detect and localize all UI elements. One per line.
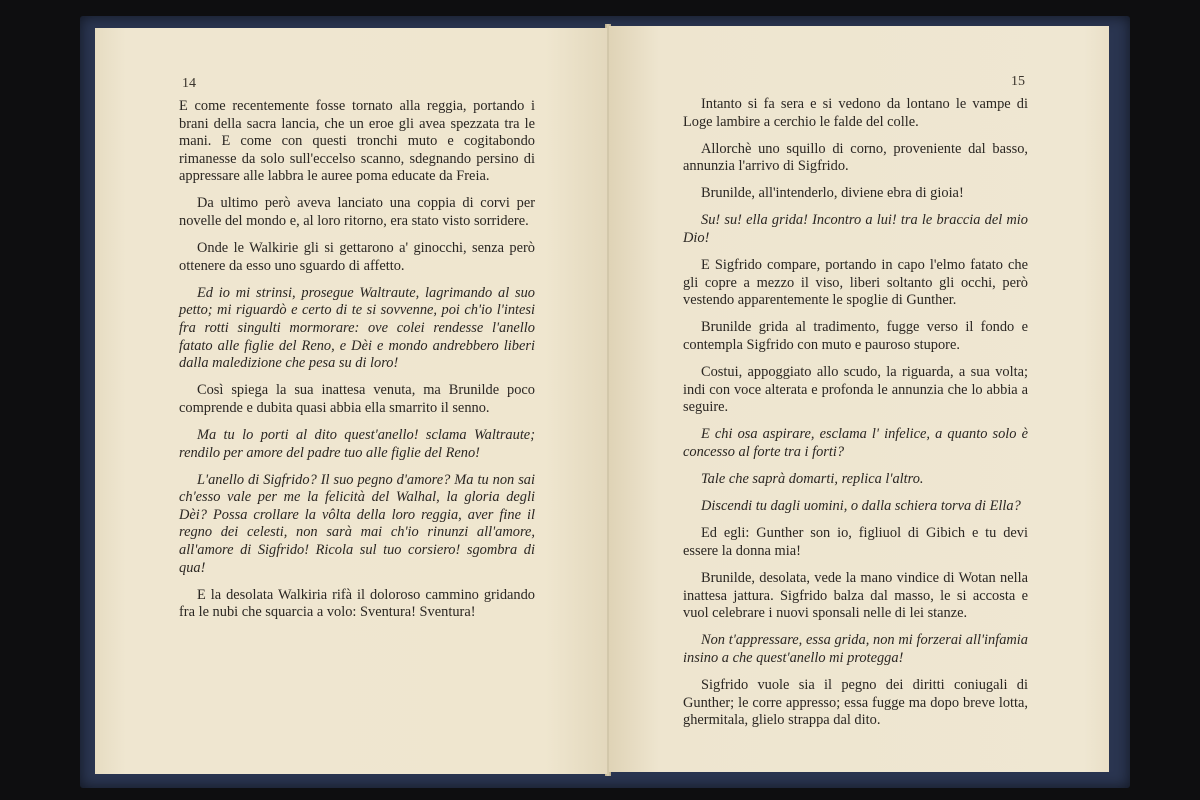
- paragraph: Ed egli: Gunther son io, figliuol di Gibich e tu devi essere la donna mia!: [683, 525, 1028, 559]
- paragraph: Allorchè uno squillo di corno, proveniente dal basso, annunzia l'arrivo di Sigfrido.: [683, 140, 1028, 175]
- paragraph: E Sigfrido compare, portando in capo l'elmo fatato che gli copre a mezzo il viso, liberi soltanto gli occhi, però vestendo apparentemente le spoglie di Gunther.: [683, 257, 1028, 309]
- paragraph: Costui, appoggiato allo scudo, la riguarda, a sua volta; indi con voce alterata e profonda le annunzia che lo abbia a seguire.: [683, 364, 1028, 416]
- page-number: 15: [1011, 74, 1025, 89]
- paragraph: E la desolata Walkiria rifà il doloroso cammino gridando fra le nubi che squarcia a volo: Sventura! Sventura!: [179, 586, 535, 621]
- paragraph: Su! su! ella grida! Incontro a lui! tra le braccia del mio Dio!: [683, 212, 1028, 247]
- paragraph: Brunilde, all'intenderlo, diviene ebra di gioia!: [701, 185, 964, 202]
- paragraph: L'anello di Sigfrido? Il suo pegno d'amore? Ma tu non sai ch'esso vale per me la felicità del Walhal, la gloria degli Dèi? Possa crollare la vôlta della loro reggia, aver fine il regno dei celesti, non sarà mai ch'io rinunzi all'amore, all'amore di Sigfrido! Ricola sul tuo corsiero! sgombra di qua!: [179, 471, 535, 576]
- page-number: 14: [182, 76, 196, 91]
- right-page: [609, 26, 1109, 772]
- paragraph: Discendi tu dagli uomini, o dalla schiera torva di Ella?: [701, 498, 1021, 515]
- left-page: [95, 28, 607, 774]
- paragraph: E chi osa aspirare, esclama l' infelice, a quanto solo è concesso al forte tra i forti?: [683, 426, 1028, 460]
- paragraph: Ma tu lo porti al dito quest'anello! sclama Waltraute; rendilo per amore del padre tuo alle figlie del Reno!: [179, 427, 535, 461]
- paragraph: Onde le Walkirie gli si gettarono a' ginocchi, senza però ottenere da esso uno sguardo di affetto.: [179, 240, 535, 274]
- paragraph: Brunilde grida al tradimento, fugge verso il fondo e contempla Sigfrido con muto e pauroso stupore.: [683, 319, 1028, 354]
- paragraph: Non t'appressare, essa grida, non mi forzerai all'infamia insino a che quest'anello mi protegga!: [683, 632, 1028, 666]
- paragraph: Da ultimo però aveva lanciato una coppia di corvi per novelle del mondo e, al loro ritorno, era stato visto sorridere.: [179, 195, 535, 230]
- paragraph: Intanto si fa sera e si vedono da lontano le vampe di Loge lambire a cerchio le falde del colle.: [683, 96, 1028, 130]
- text-column: [683, 96, 1028, 739]
- paragraph: Brunilde, desolata, vede la mano vindice di Wotan nella inattesa jattura. Sigfrido balza dal masso, le si accosta e vuol celebrare i nuovi sponsali nelle di lei stanze.: [683, 569, 1028, 622]
- paragraph: E come recentemente fosse tornato alla reggia, portando i brani della sacra lancia, che un eroe gli avea spezzata tra le mani. E come con questi tronchi muto e cogitabondo rimanesse da solo sull'eccelso scanno, sdegnando persino di appressare alle labbra le auree poma educate da Freia.: [179, 98, 535, 185]
- paragraph: Tale che saprà domarti, replica l'altro.: [701, 471, 924, 488]
- text-column: [179, 98, 535, 631]
- paragraph: Sigfrido vuole sia il pegno dei diritti coniugali di Gunther; le corre appresso; essa fugge ma dopo breve lotta, ghermitala, glielo strappa dal dito.: [683, 676, 1028, 729]
- paragraph: Così spiega la sua inattesa venuta, ma Brunilde poco comprende e dubita quasi abbia ella smarrito il senno.: [179, 382, 535, 416]
- paragraph: Ed io mi strinsi, prosegue Waltraute, lagrimando al suo petto; mi riguardò e certo di te si sovvenne, poi ch'io l'intesi fra rotti singulti mormorare: ove colei rendesse l'anello fatato alle figlie del Reno, e Dèi e mondo andrebbero liberi dalla maledizione che pesa su di loro!: [179, 284, 535, 372]
